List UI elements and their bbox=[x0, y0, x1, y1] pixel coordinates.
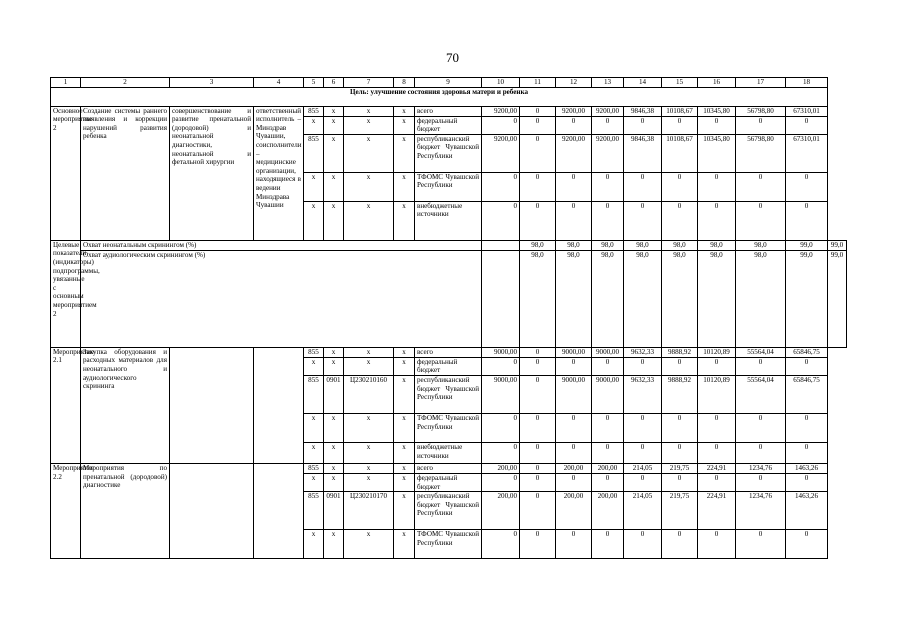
target-article-code: Ц230210170 bbox=[344, 492, 394, 530]
year-2023-value: 9888,92 bbox=[662, 375, 698, 413]
year-2019-value: 0 bbox=[520, 530, 556, 559]
period-2031-2035-value: 67310,01 bbox=[786, 134, 828, 172]
period-2026-2030-value: 56798,80 bbox=[736, 106, 786, 116]
expense-group-code: х bbox=[394, 530, 415, 559]
target-article-code: х bbox=[344, 473, 394, 491]
period-2026-2030-value: 55564,04 bbox=[736, 375, 786, 413]
expense-group-code: х bbox=[394, 492, 415, 530]
indicator-spacer bbox=[482, 250, 520, 347]
section-code: х bbox=[324, 473, 344, 491]
target-article-code: х bbox=[344, 201, 394, 240]
year-2021-value: 0 bbox=[592, 357, 624, 375]
indicator-value: 98,0 bbox=[662, 240, 698, 250]
funding-source: республиканский бюджет Чувашской Республики bbox=[415, 492, 482, 530]
year-2024-value: 0 bbox=[698, 357, 736, 375]
year-2023-value: 9888,92 bbox=[662, 347, 698, 357]
total-value: 0 bbox=[482, 413, 520, 442]
goal-text: Цель: улучшение состояния здоровья матери и ребенка bbox=[51, 87, 828, 106]
year-2019-value: 0 bbox=[520, 463, 556, 473]
indicator-value: 99,0 bbox=[828, 240, 847, 250]
executor bbox=[254, 463, 304, 558]
year-2024-value: 10345,80 bbox=[698, 134, 736, 172]
period-2031-2035-value: 0 bbox=[786, 116, 828, 134]
indicator-value: 98,0 bbox=[736, 240, 786, 250]
year-2021-value: 9200,00 bbox=[592, 106, 624, 116]
period-2026-2030-value: 0 bbox=[736, 357, 786, 375]
indicator-value: 98,0 bbox=[698, 250, 736, 347]
year-2022-value: 214,05 bbox=[624, 463, 662, 473]
period-2031-2035-value: 0 bbox=[786, 442, 828, 463]
indicator-name: Охват неонатальным скринингом (%) bbox=[81, 240, 482, 250]
total-value: 0 bbox=[482, 473, 520, 491]
year-2020-value: 200,00 bbox=[556, 492, 592, 530]
year-2019-value: 0 bbox=[520, 413, 556, 442]
column-number: 1 bbox=[51, 78, 81, 88]
year-2023-value: 0 bbox=[662, 442, 698, 463]
year-2020-value: 9000,00 bbox=[556, 347, 592, 357]
total-value: 9000,00 bbox=[482, 347, 520, 357]
funding-row bbox=[51, 347, 847, 357]
year-2022-value: 9846,38 bbox=[624, 106, 662, 116]
year-2023-value: 0 bbox=[662, 473, 698, 491]
grbs-code: х bbox=[304, 530, 324, 559]
grbs-code: х bbox=[304, 473, 324, 491]
column-number: 12 bbox=[556, 78, 592, 88]
year-2023-value: 0 bbox=[662, 116, 698, 134]
goal-row bbox=[51, 87, 847, 106]
section-code: х bbox=[324, 201, 344, 240]
target-article-code: х bbox=[344, 530, 394, 559]
indicator-value: 98,0 bbox=[736, 250, 786, 347]
funding-row bbox=[51, 106, 847, 116]
total-value: 9200,00 bbox=[482, 106, 520, 116]
year-2021-value: 0 bbox=[592, 172, 624, 201]
year-2023-value: 219,75 bbox=[662, 463, 698, 473]
grbs-code: х bbox=[304, 201, 324, 240]
year-2023-value: 0 bbox=[662, 357, 698, 375]
grbs-code: 855 bbox=[304, 492, 324, 530]
target-article-code: х bbox=[344, 442, 394, 463]
grbs-code: х bbox=[304, 116, 324, 134]
indicator-value: 98,0 bbox=[592, 240, 624, 250]
year-2022-value: 0 bbox=[624, 530, 662, 559]
funding-source: всего bbox=[415, 106, 482, 116]
expense-group-code: х bbox=[394, 172, 415, 201]
expense-group-code: х bbox=[394, 116, 415, 134]
year-2019-value: 0 bbox=[520, 134, 556, 172]
indicators-label: Целевые показатели (индикаторы) подпрограммы, увязанные с основным мероприятием 2 bbox=[51, 240, 81, 347]
year-2024-value: 0 bbox=[698, 473, 736, 491]
funding-source: ТФОМС Чувашской Республики bbox=[415, 530, 482, 559]
column-number: 10 bbox=[482, 78, 520, 88]
funding-source: всего bbox=[415, 347, 482, 357]
year-2021-value: 9000,00 bbox=[592, 347, 624, 357]
year-2020-value: 0 bbox=[556, 357, 592, 375]
grbs-code: х bbox=[304, 442, 324, 463]
grbs-code: 855 bbox=[304, 463, 324, 473]
year-2020-value: 0 bbox=[556, 442, 592, 463]
funding-source: федеральный бюджет bbox=[415, 473, 482, 491]
program-table bbox=[50, 77, 847, 559]
year-2022-value: 9632,33 bbox=[624, 347, 662, 357]
expense-group-code: х bbox=[394, 106, 415, 116]
grbs-code: 855 bbox=[304, 106, 324, 116]
funding-row bbox=[51, 463, 847, 473]
year-2021-value: 0 bbox=[592, 530, 624, 559]
section-code: х bbox=[324, 172, 344, 201]
year-2021-value: 0 bbox=[592, 473, 624, 491]
total-value: 0 bbox=[482, 116, 520, 134]
section-code: 0901 bbox=[324, 492, 344, 530]
year-2019-value: 0 bbox=[520, 492, 556, 530]
column-number: 11 bbox=[520, 78, 556, 88]
year-2024-value: 10120,89 bbox=[698, 347, 736, 357]
section-code: х bbox=[324, 463, 344, 473]
task-description bbox=[170, 463, 254, 558]
total-value: 200,00 bbox=[482, 492, 520, 530]
year-2023-value: 0 bbox=[662, 530, 698, 559]
period-2031-2035-value: 0 bbox=[786, 201, 828, 240]
section-code: х bbox=[324, 413, 344, 442]
column-number: 15 bbox=[662, 78, 698, 88]
section-code: х bbox=[324, 530, 344, 559]
year-2019-value: 0 bbox=[520, 172, 556, 201]
year-2021-value: 0 bbox=[592, 201, 624, 240]
period-2031-2035-value: 0 bbox=[786, 413, 828, 442]
target-article-code: Ц230210160 bbox=[344, 375, 394, 413]
year-2019-value: 0 bbox=[520, 347, 556, 357]
year-2022-value: 0 bbox=[624, 201, 662, 240]
period-2031-2035-value: 0 bbox=[786, 357, 828, 375]
target-article-code: х bbox=[344, 106, 394, 116]
year-2022-value: 0 bbox=[624, 473, 662, 491]
year-2019-value: 0 bbox=[520, 201, 556, 240]
year-2022-value: 9846,38 bbox=[624, 134, 662, 172]
year-2021-value: 200,00 bbox=[592, 463, 624, 473]
year-2024-value: 0 bbox=[698, 530, 736, 559]
column-number: 13 bbox=[592, 78, 624, 88]
section-code: х bbox=[324, 134, 344, 172]
column-number: 14 bbox=[624, 78, 662, 88]
period-2026-2030-value: 56798,80 bbox=[736, 134, 786, 172]
indicator-value: 98,0 bbox=[698, 240, 736, 250]
year-2023-value: 0 bbox=[662, 172, 698, 201]
total-value: 9000,00 bbox=[482, 375, 520, 413]
year-2019-value: 0 bbox=[520, 116, 556, 134]
column-number: 4 bbox=[254, 78, 304, 88]
expense-group-code: х bbox=[394, 375, 415, 413]
target-article-code: х bbox=[344, 413, 394, 442]
period-2031-2035-value: 65846,75 bbox=[786, 375, 828, 413]
target-article-code: х bbox=[344, 463, 394, 473]
year-2022-value: 214,05 bbox=[624, 492, 662, 530]
year-2024-value: 10120,89 bbox=[698, 375, 736, 413]
year-2021-value: 0 bbox=[592, 413, 624, 442]
period-2026-2030-value: 0 bbox=[736, 530, 786, 559]
period-2026-2030-value: 0 bbox=[736, 413, 786, 442]
expense-group-code: х bbox=[394, 442, 415, 463]
section-code: х bbox=[324, 116, 344, 134]
year-2021-value: 0 bbox=[592, 442, 624, 463]
period-2026-2030-value: 0 bbox=[736, 201, 786, 240]
year-2022-value: 0 bbox=[624, 413, 662, 442]
column-number: 3 bbox=[170, 78, 254, 88]
period-2031-2035-value: 0 bbox=[786, 530, 828, 559]
target-article-code: х bbox=[344, 134, 394, 172]
indicator-value: 99,0 bbox=[786, 250, 828, 347]
funding-source: внебюджетные источники bbox=[415, 442, 482, 463]
grbs-code: х bbox=[304, 357, 324, 375]
period-2031-2035-value: 0 bbox=[786, 473, 828, 491]
activity-label: Мероприятие 2.2 bbox=[51, 463, 81, 558]
year-2020-value: 9000,00 bbox=[556, 375, 592, 413]
year-2023-value: 10108,67 bbox=[662, 106, 698, 116]
funding-source: внебюджетные источники bbox=[415, 201, 482, 240]
year-2023-value: 0 bbox=[662, 201, 698, 240]
target-article-code: х bbox=[344, 347, 394, 357]
funding-source: всего bbox=[415, 463, 482, 473]
executor bbox=[254, 347, 304, 463]
year-2020-value: 0 bbox=[556, 201, 592, 240]
activity-label: Мероприятие 2.1 bbox=[51, 347, 81, 463]
indicator-row bbox=[51, 250, 847, 347]
funding-source: федеральный бюджет bbox=[415, 357, 482, 375]
expense-group-code: х bbox=[394, 201, 415, 240]
period-2031-2035-value: 67310,01 bbox=[786, 106, 828, 116]
section-code: 0901 bbox=[324, 375, 344, 413]
indicator-value: 99,0 bbox=[828, 250, 847, 347]
total-value: 9200,00 bbox=[482, 134, 520, 172]
period-2026-2030-value: 1234,76 bbox=[736, 463, 786, 473]
period-2026-2030-value: 0 bbox=[736, 473, 786, 491]
period-2026-2030-value: 0 bbox=[736, 172, 786, 201]
year-2024-value: 0 bbox=[698, 172, 736, 201]
year-2020-value: 200,00 bbox=[556, 463, 592, 473]
funding-source: республиканский бюджет Чувашской Республики bbox=[415, 375, 482, 413]
year-2020-value: 9200,00 bbox=[556, 106, 592, 116]
expense-group-code: х bbox=[394, 357, 415, 375]
year-2023-value: 0 bbox=[662, 413, 698, 442]
year-2023-value: 10108,67 bbox=[662, 134, 698, 172]
column-number: 6 bbox=[324, 78, 344, 88]
indicator-value: 98,0 bbox=[556, 240, 592, 250]
year-2022-value: 9632,33 bbox=[624, 375, 662, 413]
task-description: совершенствование и развитие пренатальной (дородовой) и неонатальной диагностики, неонатальной и фетальной хирургии bbox=[170, 106, 254, 240]
grbs-code: 855 bbox=[304, 134, 324, 172]
column-number: 5 bbox=[304, 78, 324, 88]
year-2022-value: 0 bbox=[624, 172, 662, 201]
total-value: 200,00 bbox=[482, 463, 520, 473]
year-2024-value: 224,91 bbox=[698, 492, 736, 530]
task-description bbox=[170, 347, 254, 463]
indicator-value: 99,0 bbox=[786, 240, 828, 250]
grbs-code: 855 bbox=[304, 375, 324, 413]
year-2022-value: 0 bbox=[624, 116, 662, 134]
expense-group-code: х bbox=[394, 134, 415, 172]
activity-name: Создание системы раннего выявления и коррекции нарушений развития ребенка bbox=[81, 106, 170, 240]
total-value: 0 bbox=[482, 201, 520, 240]
total-value: 0 bbox=[482, 530, 520, 559]
grbs-code: х bbox=[304, 172, 324, 201]
indicator-spacer bbox=[482, 240, 520, 250]
column-number: 7 bbox=[344, 78, 394, 88]
year-2020-value: 9200,00 bbox=[556, 134, 592, 172]
year-2019-value: 0 bbox=[520, 473, 556, 491]
year-2023-value: 219,75 bbox=[662, 492, 698, 530]
period-2031-2035-value: 1463,26 bbox=[786, 492, 828, 530]
indicator-value: 98,0 bbox=[556, 250, 592, 347]
year-2022-value: 0 bbox=[624, 442, 662, 463]
period-2026-2030-value: 0 bbox=[736, 442, 786, 463]
year-2020-value: 0 bbox=[556, 116, 592, 134]
period-2031-2035-value: 65846,75 bbox=[786, 347, 828, 357]
executor: ответственный исполнитель – Минздрав Чувашии, соисполнители – медицинские организации, находящиеся в ведении Минздрава Чувашии bbox=[254, 106, 304, 240]
expense-group-code: х bbox=[394, 463, 415, 473]
activity-name: Закупка оборудования и расходных материалов для неонатального и аудиологического скрининга bbox=[81, 347, 170, 463]
grbs-code: 855 bbox=[304, 347, 324, 357]
expense-group-code: х bbox=[394, 347, 415, 357]
period-2031-2035-value: 1463,26 bbox=[786, 463, 828, 473]
activity-label: Основное мероприятие 2 bbox=[51, 106, 81, 240]
year-2021-value: 200,00 bbox=[592, 492, 624, 530]
indicator-value: 98,0 bbox=[520, 240, 556, 250]
period-2026-2030-value: 1234,76 bbox=[736, 492, 786, 530]
year-2021-value: 0 bbox=[592, 116, 624, 134]
total-value: 0 bbox=[482, 172, 520, 201]
year-2021-value: 9000,00 bbox=[592, 375, 624, 413]
year-2024-value: 0 bbox=[698, 442, 736, 463]
section-code: х bbox=[324, 106, 344, 116]
column-number: 17 bbox=[736, 78, 786, 88]
funding-source: ТФОМС Чувашской Республики bbox=[415, 413, 482, 442]
year-2019-value: 0 bbox=[520, 106, 556, 116]
indicator-value: 98,0 bbox=[520, 250, 556, 347]
funding-source: республиканский бюджет Чувашской Республики bbox=[415, 134, 482, 172]
column-number: 9 bbox=[415, 78, 482, 88]
indicator-row bbox=[51, 240, 847, 250]
section-code: х bbox=[324, 442, 344, 463]
indicator-value: 98,0 bbox=[624, 240, 662, 250]
year-2019-value: 0 bbox=[520, 357, 556, 375]
period-2026-2030-value: 0 bbox=[736, 116, 786, 134]
column-number: 2 bbox=[81, 78, 170, 88]
year-2024-value: 0 bbox=[698, 413, 736, 442]
year-2024-value: 0 bbox=[698, 116, 736, 134]
indicator-name: Охват аудиологическим скринингом (%) bbox=[81, 250, 482, 347]
target-article-code: х bbox=[344, 116, 394, 134]
column-number: 18 bbox=[786, 78, 828, 88]
column-number: 16 bbox=[698, 78, 736, 88]
period-2031-2035-value: 0 bbox=[786, 172, 828, 201]
year-2019-value: 0 bbox=[520, 442, 556, 463]
year-2020-value: 0 bbox=[556, 530, 592, 559]
target-article-code: х bbox=[344, 357, 394, 375]
year-2021-value: 9200,00 bbox=[592, 134, 624, 172]
year-2020-value: 0 bbox=[556, 413, 592, 442]
indicator-value: 98,0 bbox=[624, 250, 662, 347]
indicator-value: 98,0 bbox=[662, 250, 698, 347]
year-2019-value: 0 bbox=[520, 375, 556, 413]
expense-group-code: х bbox=[394, 473, 415, 491]
target-article-code: х bbox=[344, 172, 394, 201]
year-2024-value: 224,91 bbox=[698, 463, 736, 473]
total-value: 0 bbox=[482, 357, 520, 375]
activity-name: Мероприятия по пренатальной (дородовой) диагностике bbox=[81, 463, 170, 558]
year-2022-value: 0 bbox=[624, 357, 662, 375]
section-code: х bbox=[324, 347, 344, 357]
page-number: 70 bbox=[446, 50, 459, 65]
grbs-code: х bbox=[304, 413, 324, 442]
year-2020-value: 0 bbox=[556, 473, 592, 491]
column-number: 8 bbox=[394, 78, 415, 88]
year-2024-value: 0 bbox=[698, 201, 736, 240]
indicator-value: 98,0 bbox=[592, 250, 624, 347]
expense-group-code: х bbox=[394, 413, 415, 442]
year-2020-value: 0 bbox=[556, 172, 592, 201]
year-2024-value: 10345,80 bbox=[698, 106, 736, 116]
total-value: 0 bbox=[482, 442, 520, 463]
period-2026-2030-value: 55564,04 bbox=[736, 347, 786, 357]
column-number-row bbox=[51, 78, 847, 88]
funding-source: ТФОМС Чувашской Республики bbox=[415, 172, 482, 201]
funding-source: федеральный бюджет bbox=[415, 116, 482, 134]
section-code: х bbox=[324, 357, 344, 375]
